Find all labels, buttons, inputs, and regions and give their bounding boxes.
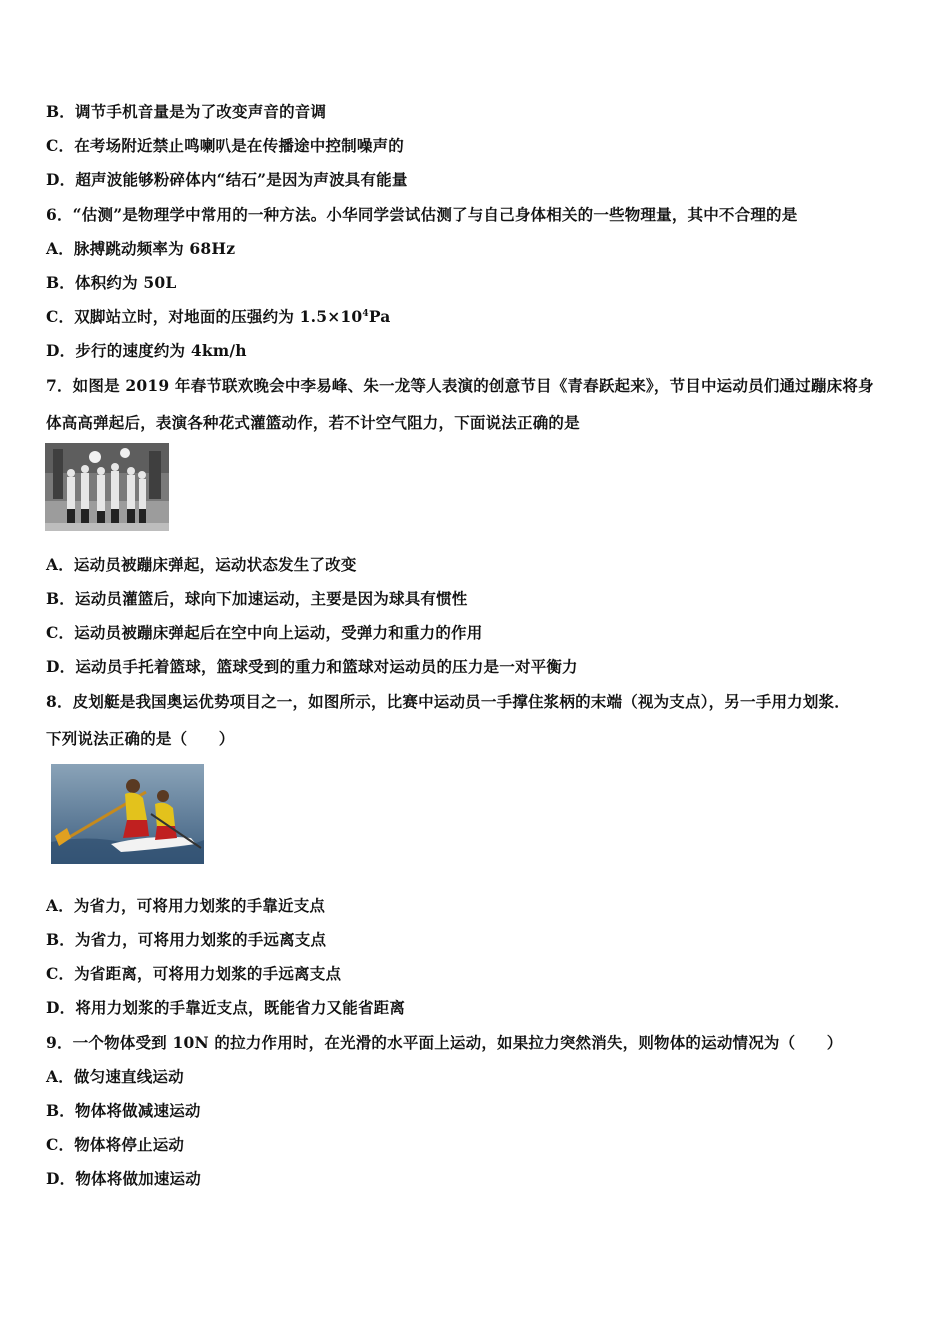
q7-stem-line2: 体高高弹起后，表演各种花式灌篮动作，若不计空气阻力，下面说法正确的是 [46, 413, 580, 432]
q6-option-c [46, 307, 391, 327]
q8-photo-drawing [51, 764, 204, 864]
q6-option-d: D．步行的速度约为 4km/h [46, 341, 247, 360]
q6-stem: 6．“估测”是物理学中常用的一种方法。小华同学尝试估测了与自己身体相关的一些物理量，其中不合理的是 [46, 205, 798, 224]
q8-canoe-photo [51, 764, 204, 864]
q7-option-b: B．运动员灌篮后，球向下加速运动，主要是因为球具有惯性 [46, 589, 468, 608]
q7-stem-line1: 7．如图是 2019 年春节联欢晚会中李易峰、朱一龙等人表演的创意节目《青春跃起来》，节目中运动员们通过蹦床将身 [46, 376, 874, 395]
q8-stem-line1: 8．皮划艇是我国奥运优势项目之一，如图所示，比赛中运动员一手撑住浆柄的末端（视为支点），另一手用力划浆． [46, 692, 850, 711]
q5-option-c: C．在考场附近禁止鸣喇叭是在传播途中控制噪声的 [46, 136, 404, 155]
q8-option-c: C．为省距离，可将用力划浆的手远离支点 [46, 964, 342, 983]
q7-option-a: A．运动员被蹦床弹起，运动状态发生了改变 [46, 555, 357, 574]
q5-option-d: D．超声波能够粉碎体内“结石”是因为声波具有能量 [46, 170, 408, 189]
q7-option-c: C．运动员被蹦床弹起后在空中向上运动，受弹力和重力的作用 [46, 623, 483, 642]
q6-option-c-prefix: C．双脚站立时，对地面的压强约为 1.5×10 [46, 307, 363, 326]
q7-photo-drawing [45, 443, 169, 531]
q8-stem-line2: 下列说法正确的是（ ） [46, 729, 235, 748]
q8-option-d: D．将用力划浆的手靠近支点，既能省力又能省距离 [46, 998, 406, 1017]
q6-option-c-unit: Pa [368, 307, 391, 326]
q8-option-b: B．为省力，可将用力划浆的手远离支点 [46, 930, 327, 949]
q9-option-c: C．物体将停止运动 [46, 1135, 185, 1154]
q9-option-d: D．物体将做加速运动 [46, 1169, 201, 1188]
q7-option-d: D．运动员手托着篮球，篮球受到的重力和篮球对运动员的压力是一对平衡力 [46, 657, 578, 676]
q6-option-b: B．体积约为 50L [46, 273, 177, 292]
q8-option-a: A．为省力，可将用力划浆的手靠近支点 [46, 896, 326, 915]
q6-option-a: A．脉搏跳动频率为 68Hz [46, 239, 236, 258]
q6-option-c-exponent: 4 [362, 309, 369, 319]
q9-stem: 9．一个物体受到 10N 的拉力作用时，在光滑的水平面上运动，如果拉力突然消失，则物体的运动情况为（ ） [46, 1033, 843, 1052]
q9-option-a: A．做匀速直线运动 [46, 1067, 184, 1086]
q7-trampoline-photo [45, 443, 169, 531]
q5-option-b: B．调节手机音量是为了改变声音的音调 [46, 102, 327, 121]
q9-option-b: B．物体将做减速运动 [46, 1101, 201, 1120]
